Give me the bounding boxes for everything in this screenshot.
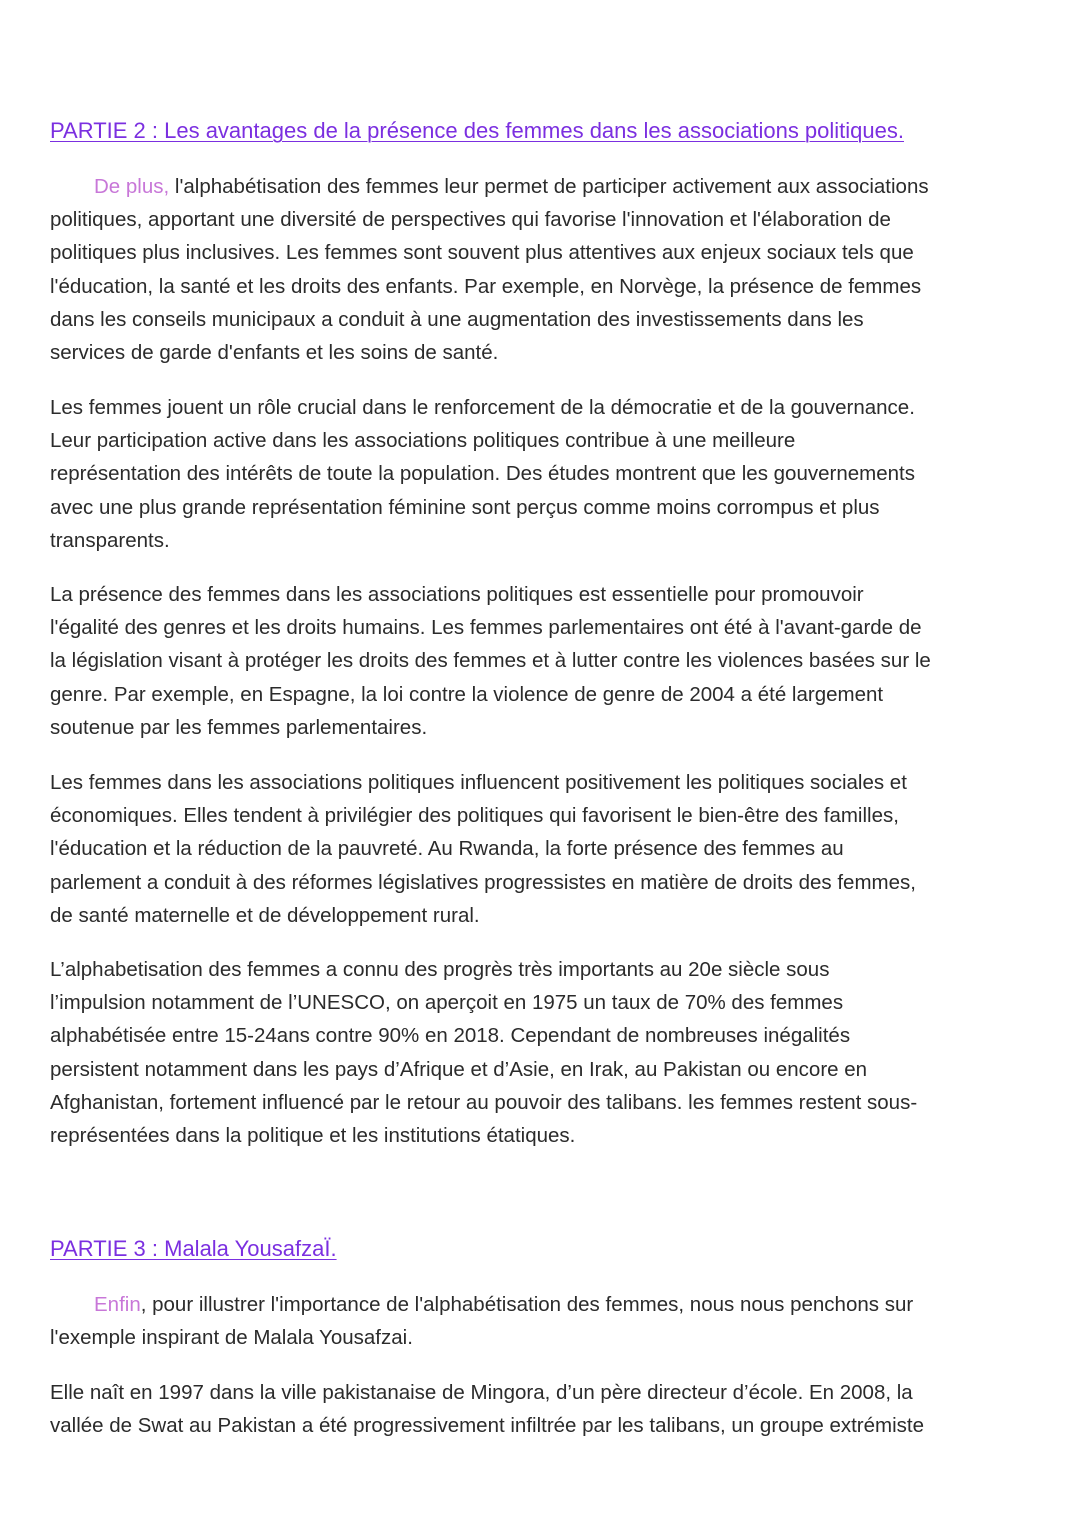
section-2-paragraph-2: Les femmes jouent un rôle crucial dans le renforcement de la démocratie et de la gouvernance. Leur participation active dans les associations politiques contribue à une meilleure représentation des intérêts de toute la population. Des études montrent que les gouvernements avec une plus grande représentation féminine sont perçus comme moins corrompus et plus transparents. — [50, 396, 915, 552]
section-3-paragraph-1: Enfin, pour illustrer l'importance de l'alphabétisation des femmes, nous nous penchons sur l'exemple inspirant de Malala Yousafzai. — [50, 1293, 914, 1350]
section-3-heading: PARTIE 3 : Malala YousafzaÏ. — [50, 1236, 337, 1261]
section-2-paragraph-5: L’alphabetisation des femmes a connu des progrès très importants au 20e siècle sous l’impulsion notamment de l’UNESCO, on aperçoit en 1975 un taux de 70% des femmes alphabétisée entre 15-24ans contre 90% en 2018. Cependant de nombreuses inégalités persistent notamment dans les pays d’Afrique et d’Asie, en Irak, au Pakistan ou encore en Afghanistan, fortement influencé par le retour au pouvoir des talibans. les femmes restent sous- représentées dans la politique et les institutions étatiques. — [50, 958, 918, 1148]
section-2-heading: PARTIE 2 : Les avantages de la présence des femmes dans les associations politiques. — [50, 118, 904, 143]
section-3-paragraph-2: Elle naît en 1997 dans la ville pakistanaise de Mingora, d’un père directeur d’école. En 2008, la vallée de Swat au Pakistan a été progressivement infiltrée par les talibans, un groupe extrémiste — [50, 1381, 925, 1438]
lead-word: Enfin — [94, 1293, 141, 1316]
section-2-paragraph-1: De plus, l'alphabétisation des femmes leur permet de participer activement aux associations politiques, apportant une diversité de perspectives qui favorise l'innovation et l'élaboration de politiques plus inclusives. Les femmes sont souvent plus attentives aux enjeux sociaux tels que l'éducation, la santé et les droits des enfants. Par exemple, en Norvège, la présence de femmes dans les conseils municipaux a conduit à une augmentation des investissements dans les services de garde d'enfants et les soins de santé. — [50, 175, 929, 365]
section-2-paragraph-3: La présence des femmes dans les associations politiques est essentielle pour promouvoir l'égalité des genres et les droits humains. Les femmes parlementaires ont été à l'avant-garde de la législation visant à protéger les droits des femmes et à lutter contre les violences basées sur le genre. Par exemple, en Espagne, la loi contre la violence de genre de 2004 a été largement soutenue par les femmes parlementaires. — [50, 583, 931, 739]
lead-word: De plus, — [94, 175, 170, 198]
section-2-paragraph-4: Les femmes dans les associations politiques influencent positivement les politiques sociales et économiques. Elles tendent à privilégier des politiques qui favorisent le bien-être des familles, l'éducation et la réduction de la pauvreté. Au Rwanda, la forte présence des femmes au parlement a conduit à des réformes législatives progressistes en matière de droits des femmes, de santé maternelle et de développement rural. — [50, 771, 916, 927]
